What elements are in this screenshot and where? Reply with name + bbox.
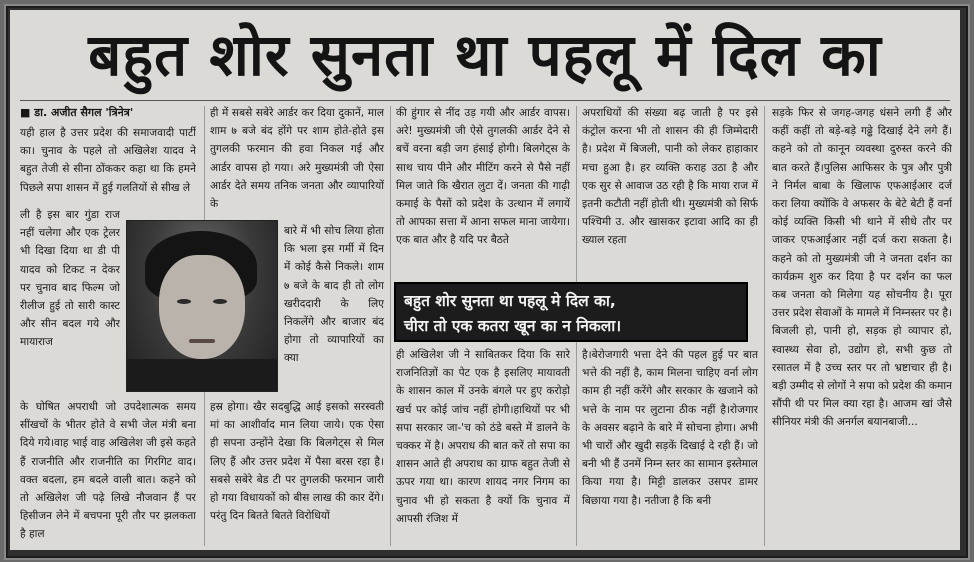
article-column-3-top	[396, 104, 570, 276]
photo-shirt	[127, 359, 277, 392]
article-text: अपराधियों की संख्या बढ़ जाती है पर इसे कंट्रोल करना भी तो शासन की ही जिम्मेदारी है। प्रदेश में बिजली, पानी को लेकर हाहाकार मचा हुआ है। हर व्यक्ति कराह उठा है और एक सुर से आवाज उठ रही है कि माया राज में इतनी कटौती नहीं होती थी। मुख्यमंत्री को सिर्फ पश्चिमी उ. और खासकर इटावा आदि का ही ख्याल रहता	[582, 107, 758, 247]
article-column-2-wrap	[284, 222, 384, 386]
article-text: सड़के फिर से जगह-जगह धंसने लगी हैं और कहीं कहीं तो बड़े-बड़े गढ्ढे दिखाई देने लगे हैं। कहने को तो कानून व्यवस्था दुरुस्त करने की बात करते हैं।पुलिस आफिसर के पुत्र और पुत्री ने निर्मल बाबा के खिलाफ एफआईआर दर्ज करा लिया क्योंकि वे अफसर के बेटे बेटी हैं वर्ना कोई व्यक्ति किसी भी थाने में सीधे तौर पर जाकर एफआईआर नहीं दर्ज करा सकता है। कहने को तो मुख्यमंत्री जी ने जनता दर्शन का कार्यक्रम शुरु कर दिया है पर दर्शन का फल कब जनता को मिलेगा यह सोचनीय है। पूरा उत्तर प्रदेश सेवाओं के मामले में निम्नस्तर पर है। बिजली हो, पानी हो, सड़क हो व्यापार हो, स्वास्थ्य सेवा हो, उद्योग हो, सभी कुछ तो रसातल में है उच्च स्तर पर तो भ्रष्टाचार ही है। बड़ी उम्मीद से लोगों ने सपा को प्रदेश की कमान सौंपी थी पर मिल क्या रहा है। आजम खां जैसे सीनियर मंत्री की अनर्गल बयानबाजी...	[772, 107, 952, 429]
divider	[20, 100, 950, 101]
photo-mouth	[189, 339, 215, 343]
article-text: ली है इस बार गुंडा राज नहीं चलेगा और एक ट्रेलर भी दिखा दिया था डी पी यादव को टिकट न देकर पर चुनाव बाद फिल्म जो रीलीज हुई तो सारी कास्ट और सीन बदल गये और मायाराज	[20, 209, 120, 349]
article-column-3-bottom	[396, 346, 570, 546]
byline: ■ डा. अजीत सैगल 'त्रिनेत्र'	[20, 106, 134, 119]
photo-eye	[213, 299, 227, 304]
headline: बहुत शोर सुनता था पहलू में दिल का	[88, 21, 882, 89]
article-column-2-bottom	[210, 398, 384, 546]
article-text: यही हाल है उत्तर प्रदेश की समाजवादी पार्टी का। चुनाव के पहले तो अखिलेश यादव ने बहुत तेजी से सीना ठोंककर कहा था कि हमने पिछले सपा शासन में हुई गलतियों से सीख ले	[20, 127, 196, 194]
article-text: की हुंगार से नींद उड़ गयी और आर्डर वापस। अरे! मुख्यमंत्री जी ऐसे तुगलकी आर्डर देने से बचें वरना बड़ी जग हंसाई होगी। बिलगेट्स के साथ चाय पीने और मीटिंग करने से पैसे नहीं मिल जाते कि खैरात लुटा दें। जनता की गाढ़ी कमाई के पैसों को प्रदेश के उत्थान में लगायें तो आपका सत्ता में आना सफल माना जायेगा। एक बात और है यदि पर बैठते	[396, 107, 570, 247]
portrait-photo	[126, 220, 278, 392]
photo-face	[159, 255, 245, 359]
article-text: के घोषित अपराधी जो उपदेशात्मक समय सींखचों के भीतर होते वे सभी जेल मंत्री बना दिये गये।वाह भाई वाह अखिलेश जी इसे कहते हैं राजनीति और राजनीति का गिरगिट वाद। वक्त बदला, हम बदले वाली बात। कहने को तो अखिलेश जी पढ़े लिखे नौजवान हैं पर हिसीजन लेने में बचपना पूरी तौर पर झलकता है हाल	[20, 401, 196, 541]
article-column-1-top	[20, 104, 196, 200]
article-column-4-top	[582, 104, 758, 276]
article-column-1-wrap	[20, 206, 120, 404]
article-column-5	[772, 104, 952, 548]
photo-eye	[177, 299, 191, 304]
pull-quote-line: चीरा तो एक कतरा खून का न निकला।	[404, 317, 622, 335]
article-text: हस्र होगा। खैर सदबुद्धि आई इसको सरस्वती मां का आशीर्वाद मान लिया जाये। एक ऐसा ही सपना उन्होंने देखा कि बिलगेट्स से मिल लिए हैं और उत्तर प्रदेश में पैसा बरस रहा है। सबसे सबेरे बेड टी पर तुगलकी फरमान जारी हो गया विधायकों को बीस लाख की कार देंगे। परंतु दिन बितते बितते विरोधियों	[210, 401, 384, 523]
article-column-1-bottom	[20, 398, 196, 546]
pull-quote-line: बहुत शोर सुनता था पहलू मे दिल का,	[404, 292, 616, 310]
pull-quote	[394, 282, 748, 342]
article-text: ही में सबसे सबेरे आर्डर कर दिया दुकानें, माल शाम ७ बजे बंद होंगे पर शाम होते-होते इस तुगलकी फरमान की हवा निकल गई और आर्डर वापस हो गया। अरे मुख्यमंत्री जी ऐसा आर्डर देते समय तनिक जनता और व्यापारियों के	[210, 107, 384, 211]
article-text: ही अखिलेश जी ने साबितकर दिया कि सारे राजनितिज्ञों का पेट एक है इसलिए मायावती के शासन काल में उनके बंगले पर हुए करोड़ो खर्च पर कोई जांच नहीं होगी।हाथियों पर भी सपा सरकार जा-'च को ठंडे बस्ते में डालने के चक्कर में है। अपराध की बात करें तो सपा का शासन आते ही अपराध का ग्राफ बहुत तेजी से ऊपर गया था। कारण शायद नगर निगम का चुनाव भी हो सकता है क्यों कि चुनाव में आपसी रंजिश में	[396, 349, 570, 525]
article-text: है।बेरोजगारी भत्ता देने की पहल हुई पर बात भत्ते की नहीं है, काम मिलना चाहिए वर्ना लोग काम ही नहीं करेंगे और सरकार के खजाने को भत्ते के नाम पर लुटाना ठीक नहीं है।रोजगार के अवसर बढ़ाने के बारे में सोचना होगा। अभी भी चारों और खुदी सड़कें दिखाई दे रही हैं। जो बनी भी हैं उनमें निम्न स्तर का सामान इस्तेमाल किया गया है। मिट्टी डालकर उसपर डामर बिछाया गया है। नतीजा है कि बनी	[582, 349, 758, 507]
column-divider	[764, 106, 765, 546]
column-divider	[390, 106, 391, 546]
article-column-4-bottom	[582, 346, 758, 546]
article-column-2-top	[210, 104, 384, 220]
article-text: बारे में भी सोच लिया होता कि भला इस गर्मी में दिन में कोई कैसे निकले। शाम ७ बजे के बाद ही तो लोग खरीददारी के लिए निकलेंगे और बाजार बंद होगा तो व्यापारियों का क्या	[284, 225, 384, 365]
newspaper-clipping	[10, 10, 960, 550]
